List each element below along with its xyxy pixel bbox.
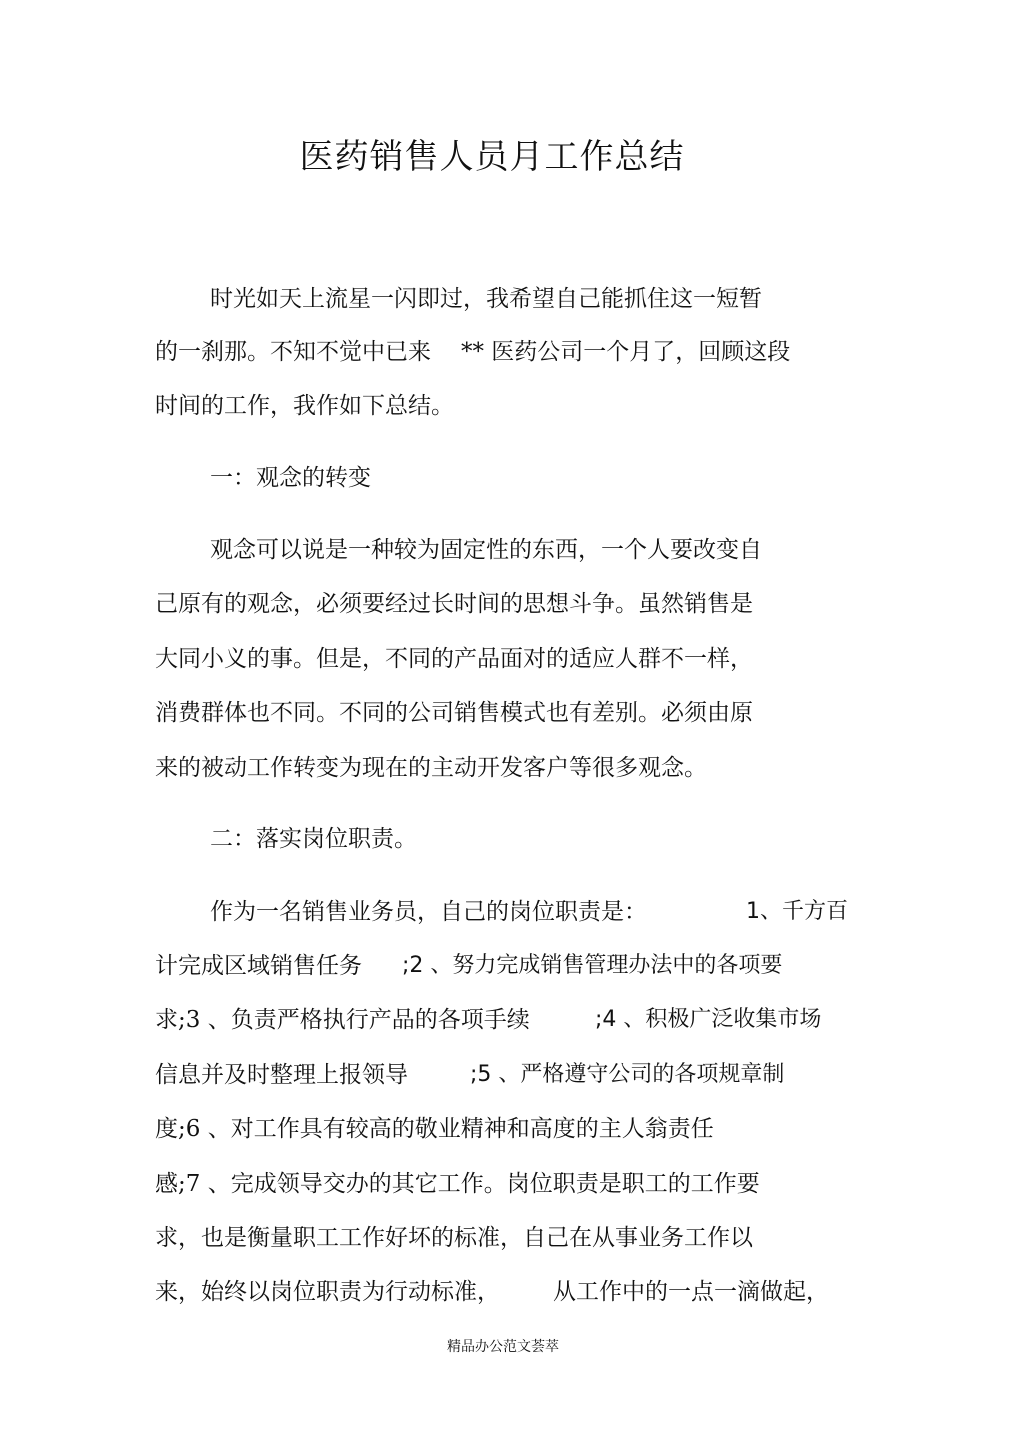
section-2-line-2b: ;2 、努力完成销售管理办法中的各项要 — [402, 953, 783, 978]
intro-line-2-part-b: ** 医药公司一个月了，回顾这段 — [461, 339, 791, 365]
section-2-heading: 二：落实岗位职责。 — [210, 826, 417, 852]
section-1-line-3: 大同小义的事。但是，不同的产品面对的适应人群不一样， — [155, 646, 753, 672]
section-2-line-4b: ;5 、严格遵守公司的各项规章制 — [470, 1062, 785, 1087]
section-2-line-1b: 1、千方百 — [746, 899, 848, 924]
page-footer: 精品办公范文荟萃 — [447, 1339, 559, 1355]
intro-line-1: 时光如天上流星一闪即过，我希望自己能抓住这一短暂 — [210, 286, 762, 312]
section-2-line-5: 度;6 、对工作具有较高的敬业精神和高度的主人翁责任 — [155, 1116, 714, 1142]
section-1-line-4: 消费群体也不同。不同的公司销售模式也有差别。必须由原 — [155, 700, 753, 726]
intro-line-3: 时间的工作，我作如下总结。 — [155, 393, 454, 419]
section-2-line-2a: 计完成区域销售任务 — [155, 953, 362, 979]
section-1-heading: 一：观念的转变 — [210, 465, 371, 491]
section-2-line-4a: 信息并及时整理上报领导 — [155, 1062, 408, 1088]
intro-line-2-part-a: 的一刹那。不知不觉中已来 — [155, 339, 431, 365]
section-1-line-5: 来的被动工作转变为现在的主动开发客户等很多观念。 — [155, 755, 707, 781]
section-2-line-1a: 作为一名销售业务员，自己的岗位职责是： — [210, 899, 647, 925]
section-2-line-7: 求，也是衡量职工工作好坏的标准，自己在从事业务工作以 — [155, 1225, 753, 1251]
document-title: 医药销售人员月工作总结 — [299, 137, 685, 177]
section-1-line-2: 己原有的观念，必须要经过长时间的思想斗争。虽然销售是 — [155, 591, 753, 617]
section-1-line-1: 观念可以说是一种较为固定性的东西，一个人要改变自 — [210, 537, 762, 563]
section-2-line-8b: 从工作中的一点一滴做起， — [553, 1279, 829, 1305]
section-2-line-8a: 来，始终以岗位职责为行动标准， — [155, 1279, 500, 1305]
section-2-line-6: 感;7 、完成领导交办的其它工作。岗位职责是职工的工作要 — [155, 1171, 760, 1197]
section-2-line-3b: ;4 、积极广泛收集市场 — [595, 1007, 822, 1032]
intro-line-2 — [155, 336, 790, 368]
section-2-line-3a: 求;3 、负责严格执行产品的各项手续 — [155, 1007, 530, 1033]
